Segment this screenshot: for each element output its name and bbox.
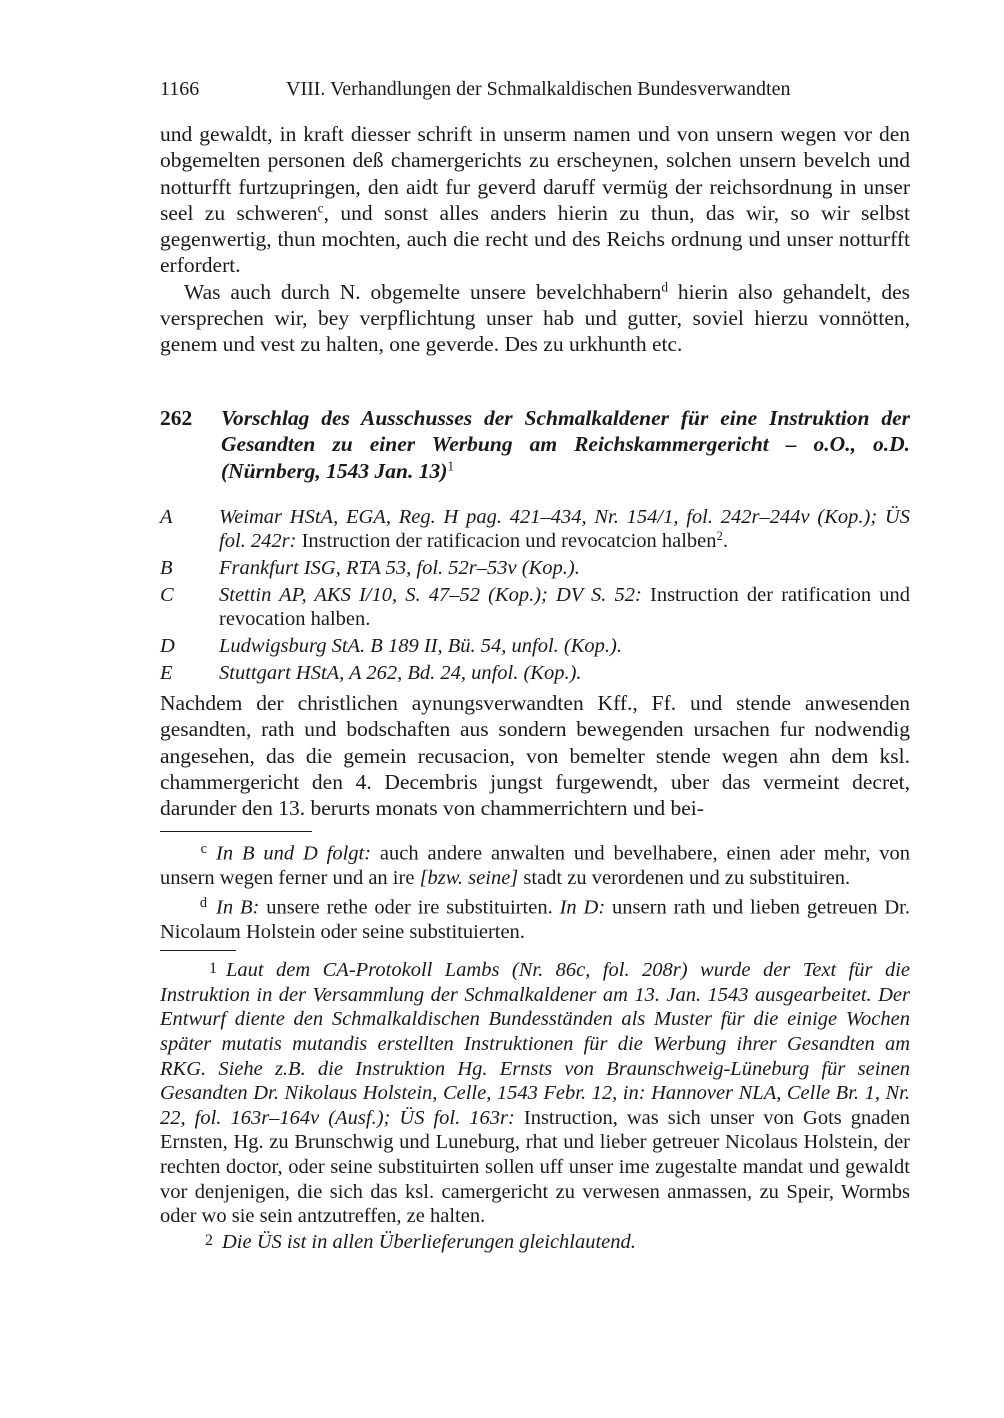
source-item — [160, 661, 910, 685]
source-ref: Stettin AP, AKS I/10, S. 47–52 (Kop.); DV S. 52: — [219, 584, 642, 606]
source-item — [160, 634, 910, 658]
textnote-c: c In B und D folgt: auch andere anwalten und bevelhabere, einen ader mehr, von unsern wegen ferner und an ire [bzw. seine] stadt zu verordenen und zu substituiren. — [160, 837, 910, 891]
page-number: 1166 — [160, 78, 200, 100]
textnote-divider — [160, 831, 312, 832]
footnote-marker: 2 — [205, 1231, 213, 1249]
source-ref: Stuttgart HStA, A 262, Bd. 24, unfol. (Kop.). — [219, 662, 582, 684]
footnote-mark-2[interactable]: 2 — [716, 529, 723, 544]
source-sigle: E — [160, 662, 173, 684]
source-list — [160, 505, 910, 688]
source-sigle: C — [160, 584, 174, 606]
source-ref: Ludwigsburg StA. B 189 II, Bü. 54, unfol. (Kop.). — [219, 635, 622, 657]
textnote-d: d In B: unsere rethe oder ire substituirten. In D: unsern rath und lieben getreuen Dr. Nicolaum Holstein oder seine substituierten. — [160, 891, 910, 945]
running-title: VIII. Verhandlungen der Schmalkaldischen Bundesverwandten — [286, 78, 791, 100]
text-notes — [160, 837, 910, 944]
main-text: Nachdem der christlichen aynungsverwandten Kff., Ff. und stende anwesenden gesandten, rath und bodschaften aus sondern bewegenden ursachen fur nodwendig angesehen, das die gemein recusacion, von bemelter stende wegen ahn dem ksl. chammergericht den 4. Decembris jungst furgewendt, uber das vermeint decret, darunder den 13. berurts monats von chammerrichtern und bei- — [160, 691, 910, 821]
source-sigle: B — [160, 557, 173, 579]
source-item — [160, 556, 910, 580]
source-sigle: D — [160, 635, 175, 657]
footnote-divider — [160, 950, 236, 951]
textnote-marker: d — [199, 894, 207, 911]
main-text-block — [160, 690, 910, 821]
source-item — [160, 583, 910, 631]
source-text: Instruction der ratification und revocation halben. — [219, 584, 911, 630]
document-heading — [160, 405, 910, 484]
source-sigle: A — [160, 506, 173, 528]
footnote-mark-1[interactable]: 1 — [447, 458, 455, 474]
footnote-1: 1 Laut dem CA-Protokoll Lambs (Nr. 86c, fol. 208r) wurde der Text für die Instruktion in der Versammlung der Schmalkaldener am 13. Jan. 1543 ausgearbeitet. Der Entwurf diente den Schmalkaldischen Bundesständen als Muster für die einige Wochen später mutatis mutandis erstellten Instruktionen für die Werbung ihrer Gesandten am RKG. Siehe z.B. die Instruktion Hg. Ernsts von Braunschweig-Lüneburg für seinen Gesandten Dr. Nikolaus Holstein, Celle, 1543 Febr. 12, in: Hannover NLA, Celle Br. 1, Nr. 22, fol. 163r–164v (Ausf.); ÜS fol. 163r: Instruction, was sich unser von Gots gnaden Ernsten, Hg. zu Brunschwig und Luneburg, rhat und lieber getreuer Nicolaus Holstein, der rechten doctor, oder seine substituirten sollen uff unser ime zugestalte mandat und gewaldt vor denjenigen, die sich das ksl. camergericht zu verwesen anmassen, zu Speir, Wormbs oder wo sie sein antzutreffen, ze halten. — [160, 957, 910, 1229]
page-header — [160, 78, 910, 108]
source-ref: Weimar HStA, EGA, Reg. H pag. 421–434, Nr. 154/1, fol. 242r–244v (Kop.); ÜS fol. 242r: — [219, 506, 910, 552]
textnote-mark-d[interactable]: d — [661, 279, 668, 295]
source-item: A Weimar HStA, EGA, Reg. H pag. 421–434, Nr. 154/1, fol. 242r–244v (Kop.); ÜS fol. 242r: Instruction der ratificacion und revocatcion halben$^2$. — [160, 506, 910, 552]
paragraph-2: Was auch durch N. obgemelte unsere bevelchhabern$^d$ hierin also gehandelt, des versprechen wir, bey verpflichtung unser hab und gutter, soviel hierzu vonnötten, genem und vest zu halten, one geverde. Des zu urkhunth etc. — [160, 279, 910, 357]
source-ref: Frankfurt ISG, RTA 53, fol. 52r–53v (Kop.). — [219, 557, 580, 579]
footnote-2: 2 Die ÜS ist in allen Überlieferungen gleichlautend. — [160, 1229, 910, 1255]
document-number: 262 — [160, 406, 193, 430]
textnote-marker: c — [200, 841, 207, 857]
footnote-marker: 1 — [209, 960, 217, 977]
source-text: Instruction der ratificacion und revocatcion halben — [296, 530, 717, 552]
textnote-mark-c[interactable]: c — [317, 200, 324, 216]
document-title: Vorschlag des Ausschusses der Schmalkaldener für eine Instruktion der Gesandten zu einer Werbung am Reichskammergericht – o.O., o.D. (Nürnberg, 1543 Jan. 13)$^1$ — [221, 406, 910, 483]
footnotes — [160, 957, 910, 1255]
continued-text — [160, 121, 910, 358]
paragraph-1: und gewaldt, in kraft diesser schrift in unserm namen und von unsern wegen vor den obgemelten personen deß chamergerichts zu erscheynen, solchen unsern bevelch und notturfft furtzupringen, den aidt fur geverd daruff vermüg der reichsordnung in unser seel zu schweren$^c$, und sonst alles anders hierin zu thun, das wir, so wir selbst gegenwertig, thun mochten, auch die recht und des Reichs ordnung und unser notturfft erfordert. — [160, 122, 911, 278]
